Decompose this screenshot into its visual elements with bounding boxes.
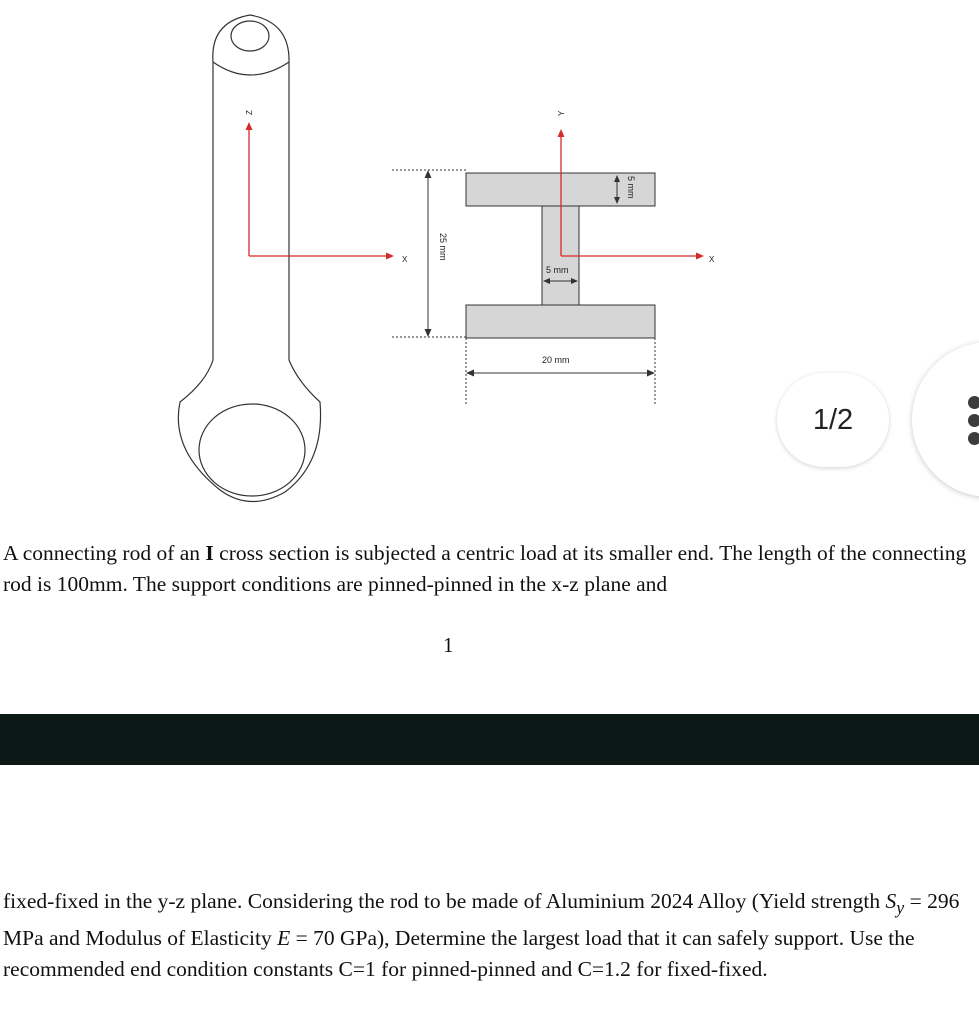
page-divider xyxy=(0,714,979,765)
sy-subscript: y xyxy=(896,897,905,918)
problem-paragraph-part2 xyxy=(3,886,975,985)
height-dimension xyxy=(392,170,466,337)
i-section-bold: I xyxy=(205,541,214,565)
para2-text-a: fixed-fixed in the y-z plane. Considering the rod to be made of Aluminium 2024 Alloy (Yield strength xyxy=(3,889,886,913)
flange-width-label: 20 mm xyxy=(542,355,570,365)
problem-paragraph-part1 xyxy=(3,538,975,600)
page-indicator[interactable]: 1/2 xyxy=(777,373,889,467)
height-dimension-label: 25 mm xyxy=(438,233,448,261)
para1-text-a: A connecting rod of an xyxy=(3,541,206,565)
flange-width-dimension xyxy=(466,338,655,404)
para1-text-b: cross section is subjected a centric load at its smaller end. The length of the connecting rod is 100mm. The support conditions are pinned-pinned in the x-z plane and xyxy=(3,541,967,596)
more-dot-icon xyxy=(968,414,979,427)
web-thickness-label: 5 mm xyxy=(546,265,569,275)
small-end-hole xyxy=(231,21,269,51)
connecting-rod-drawing xyxy=(178,15,320,502)
para2-text-b: = 296 MPa and Modulus of Elasticity xyxy=(3,889,960,951)
sy-symbol: S xyxy=(885,889,897,913)
rod-axes xyxy=(245,110,408,264)
bottom-flange xyxy=(466,305,655,338)
more-dot-icon xyxy=(968,396,979,409)
e-symbol: E xyxy=(277,926,291,951)
page-number: 1 xyxy=(443,633,454,657)
section-y-label: Y xyxy=(557,110,566,116)
more-dot-icon xyxy=(968,432,979,445)
section-x-label: X xyxy=(709,255,715,264)
para2-text-c: = 70 GPa), Determine the largest load that it can safely support. Use the recommended end condition constants C=1 for pinned-pinned and C=1.2 for fixed-fixed. xyxy=(3,926,915,982)
flange-thickness-label: 5 mm xyxy=(626,176,636,199)
rod-x-label: X xyxy=(402,255,408,264)
big-end-hole xyxy=(199,404,305,496)
rod-z-label: Z xyxy=(245,110,254,115)
